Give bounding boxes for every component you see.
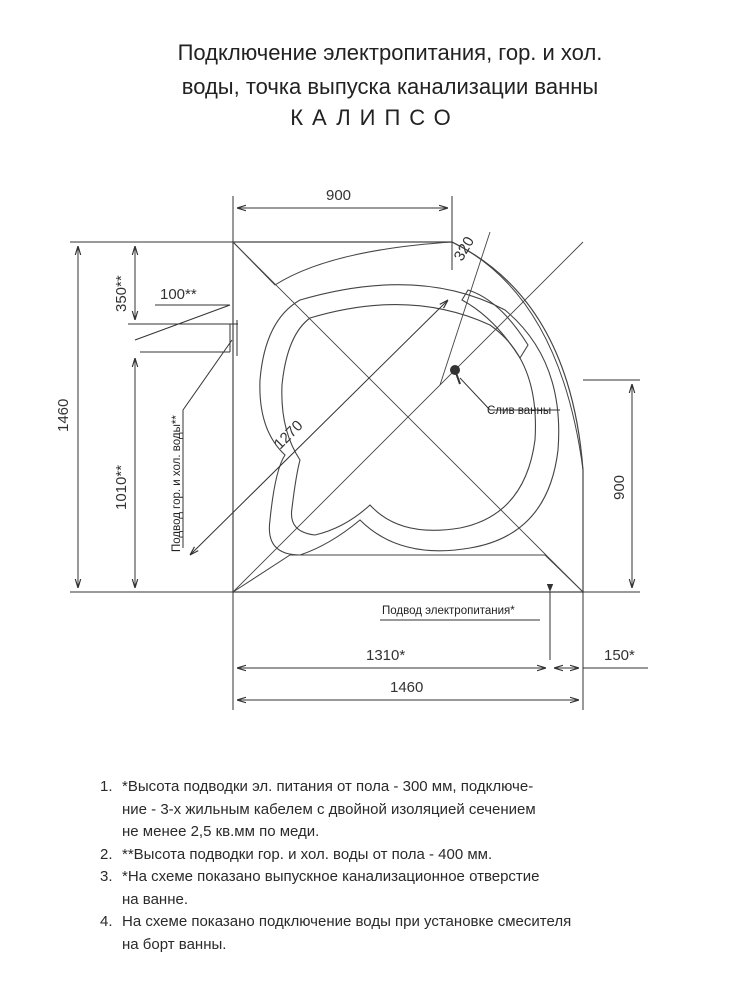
note-number: 3.: [100, 868, 113, 885]
label-drain: Слив ванны: [487, 405, 552, 417]
dim-left-1460: 1460: [55, 398, 72, 432]
dim-right-900: 900: [611, 474, 628, 500]
dim-left-350: 350**: [113, 275, 130, 312]
note-text: *Высота подводки эл. питания от пола - 300 мм, подключе- ние - 3-х жильным кабелем с двойной изоляцией сечением не менее 2,5 кв.мм по меди.: [122, 778, 536, 840]
dim-bottom-1460: 1460: [390, 679, 424, 696]
dim-left-100: 100**: [160, 286, 197, 303]
label-water-supply: Подвод гор. и хол. воды**: [171, 415, 183, 552]
dim-bottom-1310: 1310*: [366, 647, 406, 664]
note-text: На схеме показано подключение воды при установке смесителя на борт ванны.: [122, 913, 572, 953]
note-text: *На схеме показано выпускное канализационное отверстие на ванне.: [122, 868, 540, 908]
note-item: [100, 776, 700, 844]
note-number: 2.: [100, 845, 113, 863]
dim-bottom-150: 150*: [604, 647, 635, 664]
note-item: [100, 844, 700, 867]
title-line-1: Подключение электропитания, гор. и хол.: [177, 40, 603, 65]
note-item: [100, 911, 700, 956]
dim-left-1010: 1010**: [113, 464, 130, 510]
dim-diag-320: 320: [450, 233, 478, 264]
dim-top-900: 900: [326, 187, 352, 204]
note-text: **Высота подводки гор. и хол. воды от пола - 400 мм.: [122, 845, 493, 863]
note-item: [100, 866, 700, 911]
note-number: 1.: [100, 778, 113, 795]
label-power-supply: Подвод электропитания*: [382, 605, 515, 617]
tub-seat: [462, 290, 528, 358]
note-number: 4.: [100, 913, 113, 930]
title-model-name: КАЛИПСО: [290, 105, 460, 130]
notes-list: [100, 776, 700, 956]
title-line-2: воды, точка выпуска канализации ванны: [181, 74, 599, 99]
dim-diag-1270: 1270: [270, 417, 307, 453]
